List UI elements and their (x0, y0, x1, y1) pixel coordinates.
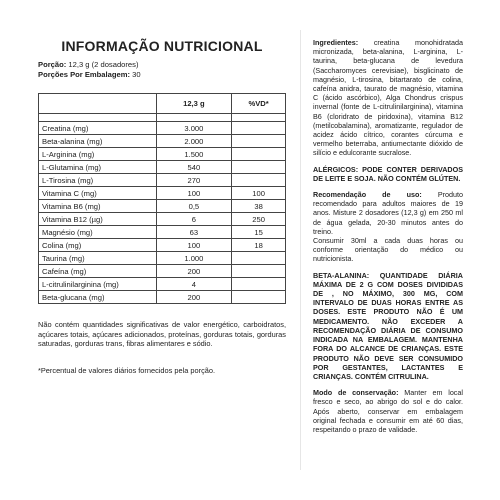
nutrient-amount: 100 (156, 187, 232, 200)
nutrient-name: L-citrulinilarginina (mg) (39, 278, 157, 291)
nutrient-vd: 38 (232, 200, 286, 213)
table-header-cell: 12,3 g (156, 94, 232, 114)
nutrient-amount: 3.000 (156, 122, 232, 135)
table-row (39, 278, 286, 291)
nutrient-amount: 2.000 (156, 135, 232, 148)
nutrient-amount: 6 (156, 213, 232, 226)
nutrient-name: Beta-alanina (mg) (39, 135, 157, 148)
page-title: INFORMAÇÃO NUTRICIONAL (61, 38, 263, 54)
storage-label: Modo de conservação: (313, 388, 399, 398)
storage-text: Manter em local fresco e seco, ao abrigo do sol e do calor. Após aberto, conservar em embalagem original fechada e consumir em até 60 dias, respeitando o prazo de validade. (313, 388, 463, 434)
nutrient-vd (232, 278, 286, 291)
table-row (39, 213, 286, 226)
table-header-row (39, 94, 286, 114)
table-row (39, 265, 286, 278)
table-row (39, 187, 286, 200)
table-row (39, 135, 286, 148)
table-row (39, 252, 286, 265)
nutrient-vd (232, 148, 286, 161)
usage-text-2: Consumir 30ml a cada duas horas ou conforme orientação do médico ou nutricionista. (313, 236, 463, 264)
beta-alanine-warning: BETA-ALANINA: QUANTIDADE DIÁRIA MÁXIMA DE 2 G COM DOSES DIVIDIDAS DE , NO MÁXIMO, 300 MG, COM INTERVALO DE DUAS HORAS ENTRE AS DOSES. ESTE PRODUTO NÃO É UM MEDICAMENTO. NÃO EXCEDER A RECOMENDAÇÃO DIÁRIA DE CONSUMO INDICADA NA EMBALAGEM. MANTENHA FORA DO ALCANCE DE CRIANÇAS. ESTE PRODUTO NÃO DEVE SER CONSUMIDO POR GESTANTES, LACTANTES E CRIANÇAS. CONTÉM CITRULINA. (313, 270, 463, 381)
nutrient-name: Vitamina B12 (µg) (39, 213, 157, 226)
nutrient-amount: 63 (156, 226, 232, 239)
nutrient-vd (232, 122, 286, 135)
nutrient-amount: 540 (156, 161, 232, 174)
vd-footnote: *Percentual de valores diários fornecidos pela porção. (38, 366, 216, 375)
ingredients-section (313, 38, 463, 158)
column-divider (300, 30, 301, 470)
nutrient-name: Vitamina B6 (mg) (39, 200, 157, 213)
nutrient-amount: 270 (156, 174, 232, 187)
table-row (39, 148, 286, 161)
nutrient-name: Beta-glucana (mg) (39, 291, 157, 304)
portion-value: 12,3 g (2 dosadores) (68, 60, 139, 69)
table-row (39, 161, 286, 174)
nutrient-amount: 200 (156, 265, 232, 278)
table-row (39, 239, 286, 252)
table-spacer-row (39, 114, 286, 122)
table-header-cell (39, 94, 157, 114)
nutrient-amount: 1.000 (156, 252, 232, 265)
nutrient-name: L-Tirosina (mg) (39, 174, 157, 187)
nutrient-vd (232, 174, 286, 187)
table-row (39, 200, 286, 213)
nutrient-vd (232, 135, 286, 148)
nutrient-amount: 0,5 (156, 200, 232, 213)
nutrient-name: L-Glutamina (mg) (39, 161, 157, 174)
nutrient-name: L-Arginina (mg) (39, 148, 157, 161)
usage-section (313, 190, 463, 264)
nutrient-name: Cafeína (mg) (39, 265, 157, 278)
nutrient-vd (232, 252, 286, 265)
nutrient-vd (232, 161, 286, 174)
usage-text: Produto recomendado para adultos maiores de 19 anos. Misture 2 dosadores (12,3 g) em 250 ml de água gelada, 20-30 minutos antes do treino. (313, 190, 463, 236)
not-significant-note: Não contém quantidades significativas de valor energético, carboidratos, açúcares totais, açúcares adicionados, proteínas, gorduras totais, gorduras saturadas, gorduras trans, fibras alimentares e sódio. (38, 320, 286, 349)
storage-section (313, 388, 463, 434)
nutrient-name: Colina (mg) (39, 239, 157, 252)
nutrition-table (38, 93, 286, 304)
table-row (39, 174, 286, 187)
usage-label: Recomendação de uso: (313, 190, 422, 200)
right-column (313, 38, 463, 441)
nutrient-amount: 1.500 (156, 148, 232, 161)
nutrient-name: Magnésio (mg) (39, 226, 157, 239)
per-package-value: 30 (132, 70, 141, 79)
nutrient-vd: 18 (232, 239, 286, 252)
nutrient-amount: 200 (156, 291, 232, 304)
ingredients-text: creatina monohidratada micronizada, beta-alanina, L-arginina, L-taurina, beta-glucana de levedura (Saccharomyces cerevisiae), bisglicinato de magnésio, L-tirosina, bitartarato de colina, cafeína anidra, taurato de magnésio, vitamina C (ácido ascórbico), Alga Chondrus crispus invernal (fonte de L-citrulinilarginina), vitamina B6 (cloridrato de piridoxina), vitamina B12 (metilcobalamina), aromatizante, regulador de acidez ácido cítrico, corantes cúrcuma e vermelho beterraba, antiumectante dióxido de silício e edulcorante sucralose. (313, 38, 463, 158)
nutrient-amount: 100 (156, 239, 232, 252)
nutrient-vd (232, 265, 286, 278)
nutrient-name: Creatina (mg) (39, 122, 157, 135)
nutrient-name: Taurina (mg) (39, 252, 157, 265)
table-row (39, 122, 286, 135)
allergens-warning: ALÉRGICOS: PODE CONTER DERIVADOS DE LEITE E SOJA. NÃO CONTÉM GLÚTEN. (313, 164, 463, 183)
table-row (39, 226, 286, 239)
nutrient-amount: 4 (156, 278, 232, 291)
portion-label: Porção: (38, 60, 67, 69)
nutrient-vd: 250 (232, 213, 286, 226)
portion-info (38, 60, 141, 80)
nutrient-vd: 100 (232, 187, 286, 200)
per-package-label: Porções Por Embalagem: (38, 70, 131, 79)
nutrient-name: Vitamina C (mg) (39, 187, 157, 200)
ingredients-label: Ingredientes: (313, 38, 359, 47)
nutrient-vd (232, 291, 286, 304)
table-header-cell: %VD* (232, 94, 286, 114)
table-row (39, 291, 286, 304)
nutrient-vd: 15 (232, 226, 286, 239)
